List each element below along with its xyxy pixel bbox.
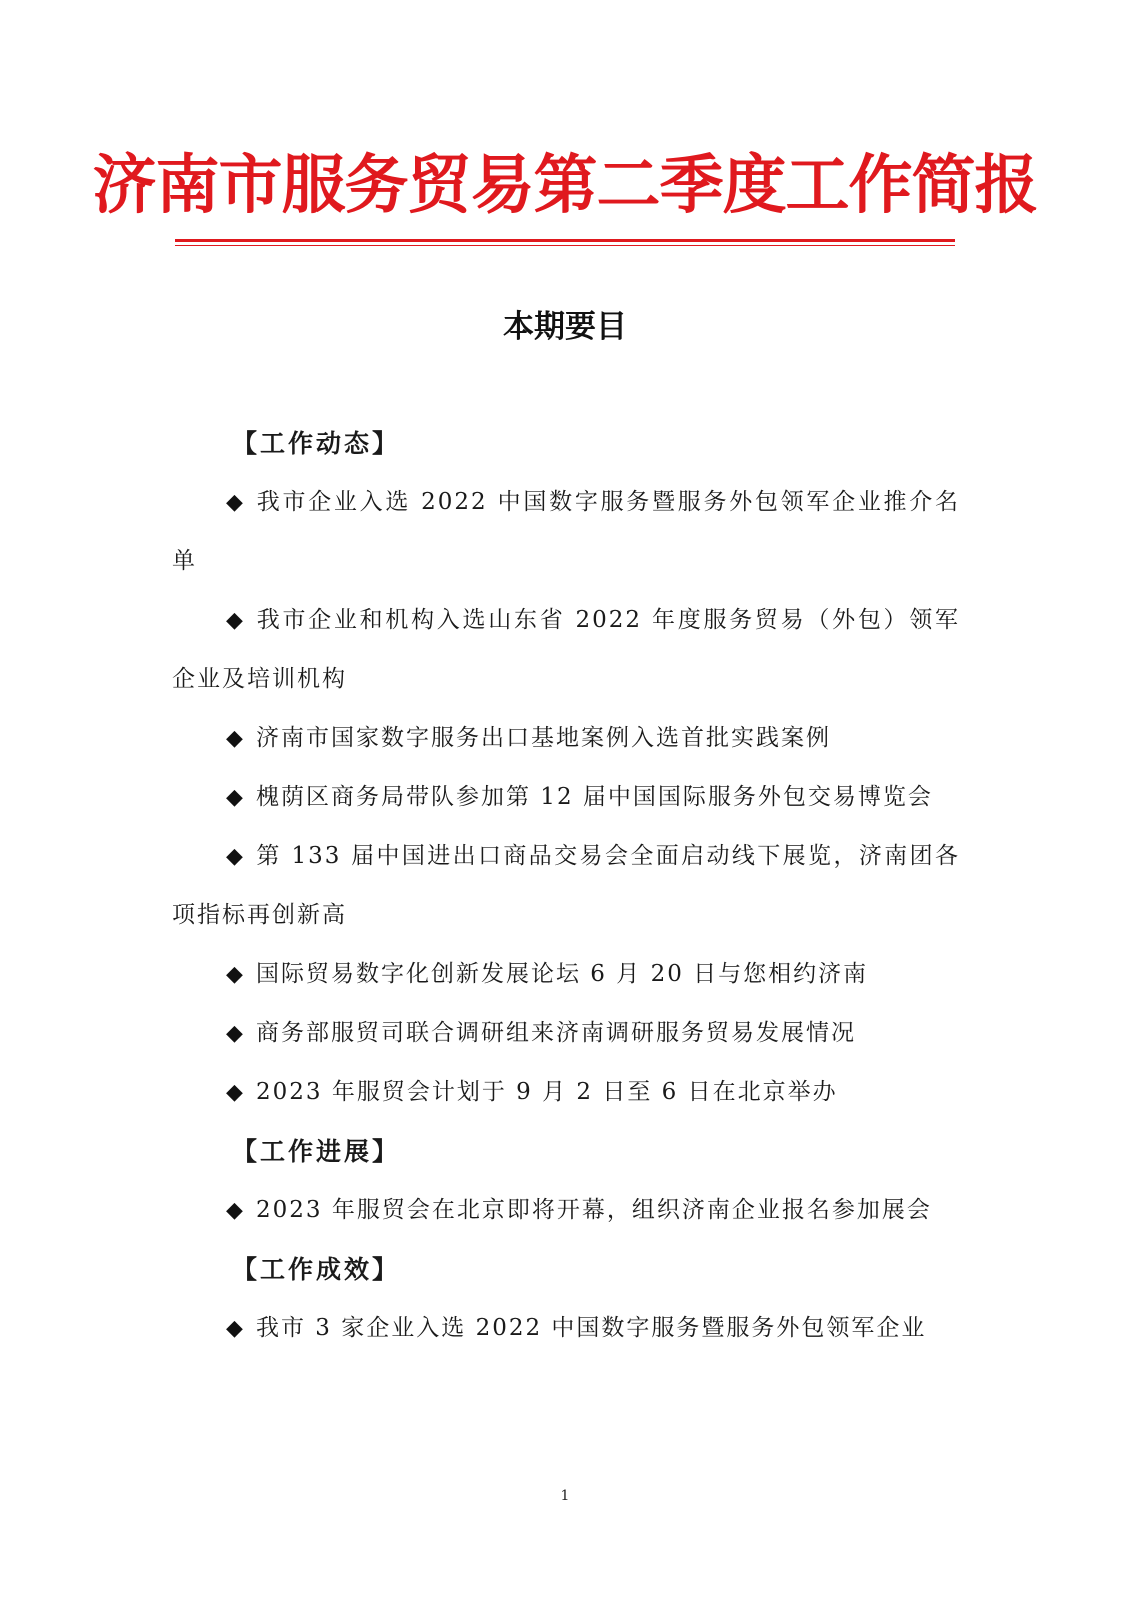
list-item-text: 我市 3 家企业入选 2022 中国数字服务暨服务外包领军企业 <box>256 1315 927 1341</box>
list-item-text: 第 133 届中国进出口商品交易会全面启动线下展览，济南团各项指标再创新高 <box>172 843 960 928</box>
list-item-text: 我市企业入选 2022 中国数字服务暨服务外包领军企业推介名单 <box>172 489 960 574</box>
list-item-text: 济南市国家数字服务出口基地案例入选首批实践案例 <box>256 725 831 751</box>
black-diamond-icon: ◆ <box>226 785 245 810</box>
list-item-text: 2023 年服贸会在北京即将开幕，组织济南企业报名参加展会 <box>256 1197 932 1223</box>
masthead-rule-thin <box>175 245 955 246</box>
list-item <box>172 768 960 827</box>
section-heading-work-results: 【工作成效】 <box>232 1255 401 1284</box>
list-item-text: 槐荫区商务局带队参加第 12 届中国国际服务外包交易博览会 <box>256 784 933 810</box>
list-item <box>172 945 960 1004</box>
section-heading-work-progress: 【工作进展】 <box>232 1137 401 1166</box>
list-item-text: 国际贸易数字化创新发展论坛 6 月 20 日与您相约济南 <box>256 961 869 987</box>
list-item-text: 2023 年服贸会计划于 9 月 2 日至 6 日在北京举办 <box>256 1079 838 1105</box>
black-diamond-icon: ◆ <box>226 962 245 987</box>
list-item <box>172 1299 960 1358</box>
black-diamond-icon: ◆ <box>226 726 245 751</box>
table-of-contents <box>172 414 960 1358</box>
black-diamond-icon: ◆ <box>226 1316 245 1341</box>
list-item <box>172 591 960 709</box>
black-diamond-icon: ◆ <box>226 608 245 633</box>
list-item <box>172 827 960 945</box>
list-item <box>172 1063 960 1122</box>
list-item-text: 商务部服贸司联合调研组来济南调研服务贸易发展情况 <box>256 1020 856 1046</box>
section-heading-work-news: 【工作动态】 <box>232 429 401 458</box>
black-diamond-icon: ◆ <box>226 1198 245 1223</box>
list-item-text: 我市企业和机构入选山东省 2022 年度服务贸易（外包）领军企业及培训机构 <box>172 607 960 692</box>
masthead-title: 济南市服务贸易第二季度工作简报 <box>92 148 1038 223</box>
black-diamond-icon: ◆ <box>226 1080 245 1105</box>
black-diamond-icon: ◆ <box>226 490 245 515</box>
black-diamond-icon: ◆ <box>226 1021 245 1046</box>
list-item <box>172 473 960 591</box>
list-item <box>172 1004 960 1063</box>
masthead-rule-thick <box>175 239 955 242</box>
list-item <box>172 1181 960 1240</box>
list-item <box>172 709 960 768</box>
black-diamond-icon: ◆ <box>226 844 245 869</box>
page-number: 1 <box>560 1488 570 1504</box>
toc-title: 本期要目 <box>503 309 627 345</box>
